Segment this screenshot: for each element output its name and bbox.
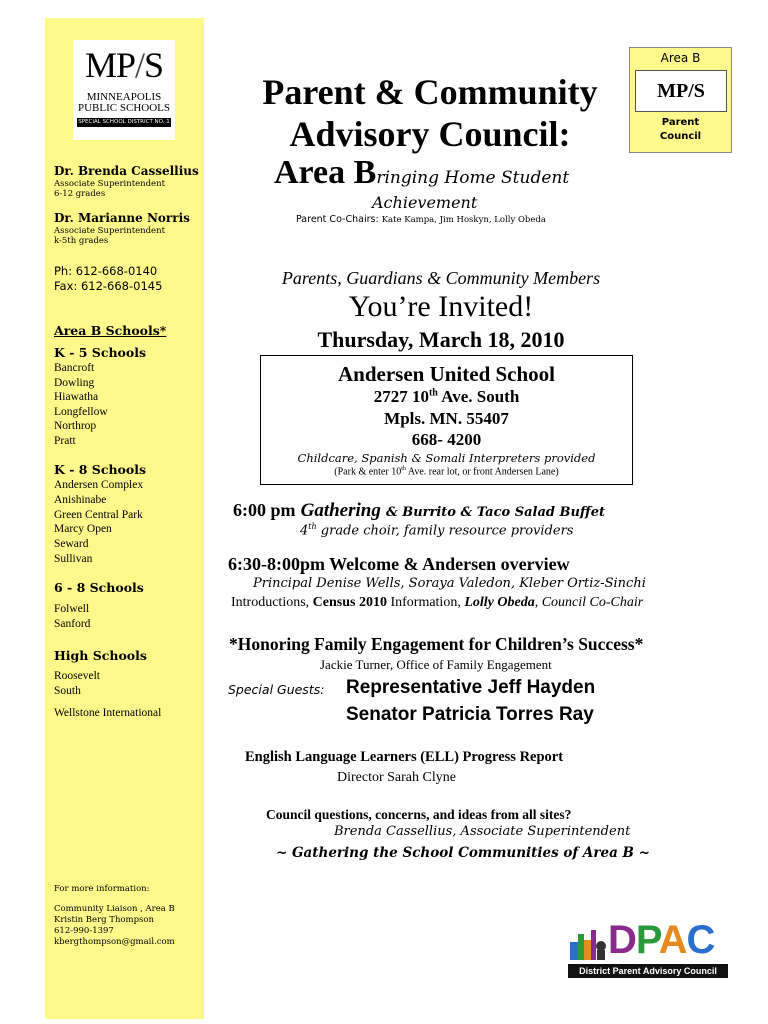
questions-line: Council questions, concerns, and ideas from all sites? xyxy=(266,807,572,822)
co-chairs: Parent Co-Chairs: Kate Kampa, Jim Hoskyn, Lolly Obeda xyxy=(296,214,546,225)
gathering-sub: 4th grade choir, family resource providers xyxy=(300,522,574,539)
ell-sub: Director Sarah Clyne xyxy=(337,770,456,785)
area-tagline: Area Bringing Home Student xyxy=(274,154,570,191)
introductions-line: Introductions, Census 2010 Information, Lolly Obeda, Council Co-Chair xyxy=(231,595,644,610)
school-item: Roosevelt xyxy=(54,670,100,682)
mpls-logo: MP/S MINNEAPOLIS PUBLIC SCHOOLS SPECIAL SCHOOL DISTRICT NO. 1 xyxy=(73,40,175,140)
more-info-line: Kristin Berg Thompson xyxy=(54,915,155,925)
staff-grades: k-5th grades xyxy=(54,236,109,246)
questions-sub: Brenda Cassellius, Associate Superintendent xyxy=(334,824,631,839)
staff-grades: 6-12 grades xyxy=(54,189,106,199)
school-item: Folwell xyxy=(54,603,90,615)
school-item: Anishinabe xyxy=(54,494,107,506)
contact-email: kbergthompson@gmail.com xyxy=(54,937,175,947)
more-info-line: Community Liaison , Area B xyxy=(54,904,175,914)
school-item: Marcy Open xyxy=(54,523,112,535)
school-item: Green Central Park xyxy=(54,509,143,521)
group-heading: High Schools xyxy=(54,648,147,663)
dpac-logo xyxy=(568,920,728,980)
school-item: Seward xyxy=(54,538,89,550)
school-item: Pratt xyxy=(54,435,76,447)
staff-role: Associate Superintendent xyxy=(54,179,165,189)
honoring-line: *Honoring Family Engagement for Children’s Success* xyxy=(229,634,644,654)
phone: Ph: 612-668-0140 xyxy=(54,264,158,278)
welcome-line: 6:30-8:00pm Welcome & Andersen overview xyxy=(228,554,570,574)
school-item: Bancroft xyxy=(54,362,95,374)
school-item: South xyxy=(54,685,81,697)
dpac-letters: DPAC xyxy=(608,918,715,962)
more-info-line: 612-990-1397 xyxy=(54,926,114,936)
venue-name: Andersen United School xyxy=(337,362,556,386)
sidebar xyxy=(45,18,204,1019)
welcome-sub: Principal Denise Wells, Soraya Valedon, Kleber Ortiz-Sinchi xyxy=(253,576,646,591)
closing-line: ~ Gathering the School Communities of Area B ~ xyxy=(276,845,650,861)
honoring-sub: Jackie Turner, Office of Family Engagement xyxy=(320,657,552,672)
ell-line: English Language Learners (ELL) Progress Report xyxy=(245,749,564,765)
guest-name: Representative Jeff Hayden xyxy=(346,677,596,698)
event-date: Thursday, March 18, 2010 xyxy=(317,327,565,352)
group-heading: K - 8 Schools xyxy=(54,462,146,477)
page-title: Parent & Community xyxy=(262,72,598,112)
headline: You’re Invited! xyxy=(348,290,534,323)
venue-city: Mpls. MN. 55407 xyxy=(384,409,509,428)
fax: Fax: 612-668-0145 xyxy=(54,279,163,293)
venue-parking: (Park & enter 10th Ave. rear lot, or front Andersen Lane) xyxy=(334,466,559,478)
area-tagline-line2: Achievement xyxy=(372,193,478,212)
school-item: Sanford xyxy=(54,618,91,630)
guest-name: Senator Patricia Torres Ray xyxy=(346,704,594,725)
school-item: Andersen Complex xyxy=(54,479,144,491)
venue-phone: 668- 4200 xyxy=(411,430,482,449)
venue-box xyxy=(260,355,633,485)
school-item: Northrop xyxy=(54,420,97,433)
staff-name: Dr. Marianne Norris xyxy=(54,211,190,225)
group-heading: K - 5 Schools xyxy=(54,345,146,360)
venue-services: Childcare, Spanish & Somali Interpreters provided xyxy=(297,451,596,465)
school-item: Longfellow xyxy=(54,405,108,418)
schools-heading: Area B Schools* xyxy=(54,323,167,338)
audience: Parents, Guardians & Community Members xyxy=(281,268,601,288)
dpac-caption: District Parent Advisory Council xyxy=(568,964,728,978)
staff-role: Associate Superintendent xyxy=(54,226,165,236)
guests-label: Special Guests: xyxy=(228,682,325,697)
staff-name: Dr. Brenda Cassellius xyxy=(54,164,199,178)
school-item: Hiawatha xyxy=(54,391,99,404)
school-item: Wellstone International xyxy=(54,707,162,719)
school-item: Sullivan xyxy=(54,553,93,565)
venue-address: 2727 10th Ave. South xyxy=(373,387,520,406)
page-title-line2: Advisory Council: xyxy=(289,114,571,154)
area-b-badge: Area B MP/S Parent Council xyxy=(629,47,732,153)
more-info-heading: For more information: xyxy=(54,884,150,894)
gathering-line: 6:00 pm Gathering & Burrito & Taco Salad Buffet xyxy=(233,500,605,521)
group-heading: 6 - 8 Schools xyxy=(54,580,144,595)
school-item: Dowling xyxy=(54,376,95,389)
